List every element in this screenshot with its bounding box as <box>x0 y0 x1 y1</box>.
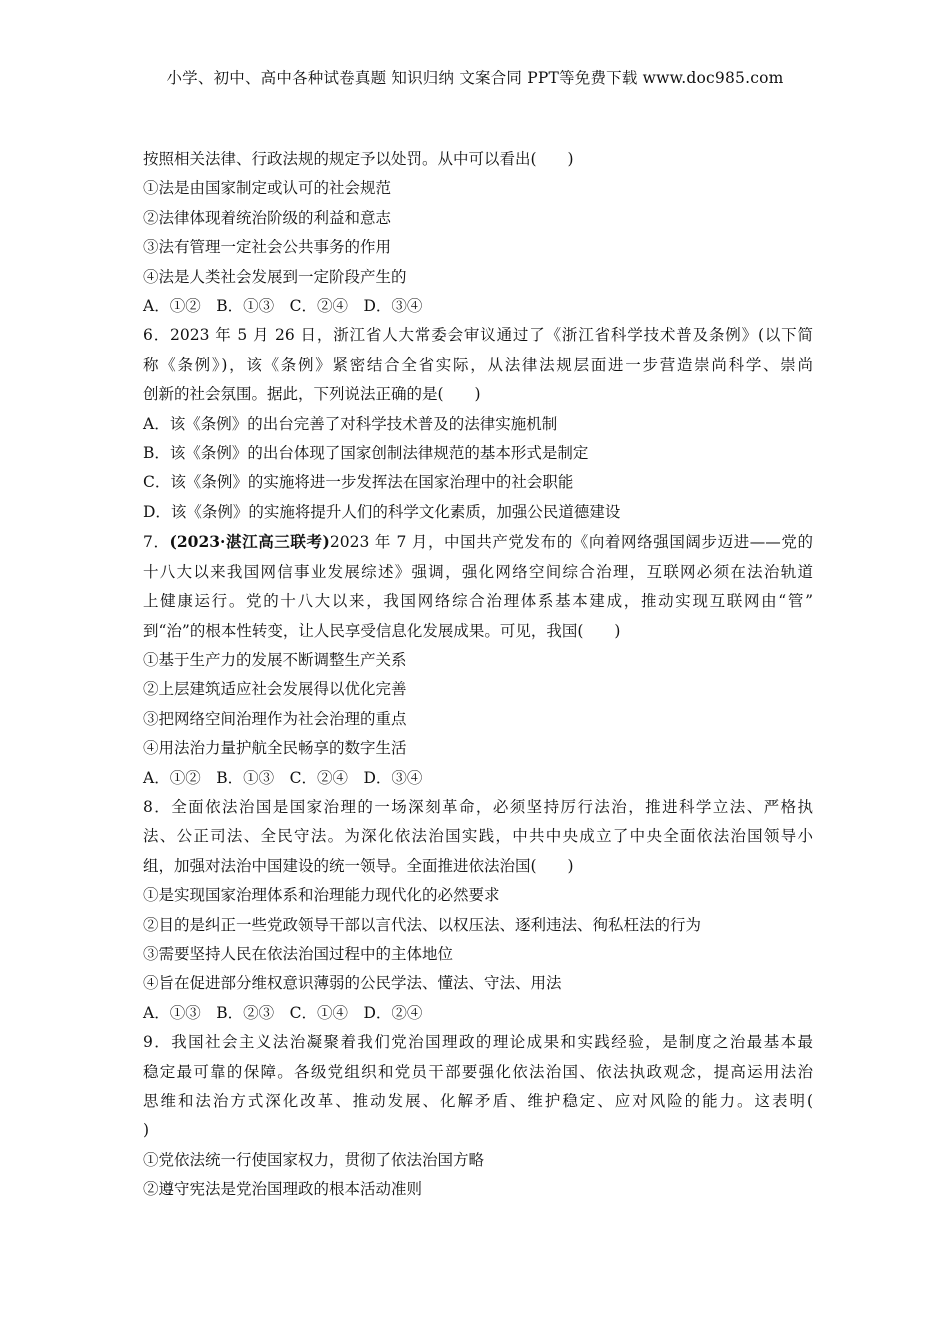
question-9 <box>143 1028 813 1204</box>
question-8-stem-line: 法、公正司法、全民守法。为深化依法治国实践，中共中央成立了中央全面依法治国领导小 <box>143 827 813 846</box>
document-body <box>143 145 813 1205</box>
question-8-option-4: ④旨在促进部分维权意识薄弱的公民学法、懂法、守法、用法 <box>143 974 562 993</box>
question-5-option-3: ③法有管理一定社会公共事务的作用 <box>143 238 392 257</box>
question-7-stem-line <box>143 527 813 557</box>
question-5-option-2: ②法律体现着统治阶级的利益和意志 <box>143 208 392 227</box>
question-5 <box>143 145 813 321</box>
question-7-stem-line: 到“治”的根本性转变，让人民享受信息化发展成果。可见，我国( ) <box>143 621 621 640</box>
question-7-option-1: ①基于生产力的发展不断调整生产关系 <box>143 650 407 669</box>
question-7-option-4: ④用法治力量护航全民畅享的数字生活 <box>143 739 407 758</box>
question-6-option-a: A．该《条例》的出台完善了对科学技术普及的法律实施机制 <box>143 414 558 433</box>
question-7-stem-first: 2023 年 7 月，中国共产党发布的《向着网络强国阔步迈进——党的 <box>329 533 813 552</box>
question-5-option-1: ①法是由国家制定或认可的社会规范 <box>143 179 392 198</box>
question-9-option-2: ②遵守宪法是党治国理政的根本活动准则 <box>143 1180 423 1199</box>
question-7-option-3: ③把网络空间治理作为社会治理的重点 <box>143 709 407 728</box>
question-5-option-4: ④法是人类社会发展到一定阶段产生的 <box>143 267 407 286</box>
question-6-stem-line: 称《条例》)，该《条例》紧密结合全省实际，从法律法规层面进一步营造崇尚科学、崇尚 <box>143 355 813 374</box>
question-6-option-c: C．该《条例》的实施将进一步发挥法在国家治理中的社会职能 <box>143 473 574 492</box>
question-7-option-2: ②上层建筑适应社会发展得以优化完善 <box>143 680 407 699</box>
question-5-stem-tail: 按照相关法律、行政法规的规定予以处罚。从中可以看出( ) <box>143 150 574 168</box>
question-7-source: (2023·湛江高三联考) <box>169 532 330 552</box>
question-6-option-d: D．该《条例》的实施将提升人们的科学文化素质，加强公民道德建设 <box>143 502 621 521</box>
question-7-number: 7． <box>143 533 170 552</box>
question-9-stem-line: 思维和法治方式深化改革、推动发展、化解矛盾、维护稳定、应对风险的能力。这表明( <box>143 1092 813 1110</box>
page-header: 小学、初中、高中各种试卷真题 知识归纳 文案合同 PPT等免费下载 www.doc985.com <box>166 69 784 87</box>
question-6-stem-line: 创新的社会氛围。据此，下列说法正确的是( ) <box>143 385 481 404</box>
question-8-option-2: ②目的是纠正一些党政领导干部以言代法、以权压法、逐利违法、徇私枉法的行为 <box>143 915 702 934</box>
question-8-stem-line: 8．全面依法治国是国家治理的一场深刻革命，必须坚持厉行法治，推进科学立法、严格执 <box>143 797 813 816</box>
question-8-option-3: ③需要坚持人民在依法治国过程中的主体地位 <box>143 944 454 963</box>
question-9-stem-line: ) <box>143 1121 150 1140</box>
question-5-answer-choices: A．①② B．①③ C．②④ D．③④ <box>143 297 423 316</box>
question-8-option-1: ①是实现国家治理体系和治理能力现代化的必然要求 <box>143 886 500 905</box>
question-9-stem-line: 稳定最可靠的保障。各级党组织和党员干部要强化依法治国、依法执政观念，提高运用法治 <box>143 1062 813 1081</box>
question-6 <box>143 321 813 527</box>
question-8 <box>143 793 813 1028</box>
question-6-stem-line: 6．2023 年 5 月 26 日，浙江省人大常委会审议通过了《浙江省科学技术普及条例》(以下简 <box>143 326 813 345</box>
question-7-stem-line: 上健康运行。党的十八大以来，我国网络综合治理体系基本建成，推动实现互联网由“管” <box>143 592 813 611</box>
question-6-option-b: B．该《条例》的出台体现了国家创制法律规范的基本形式是制定 <box>143 444 589 463</box>
question-9-stem-line: 9．我国社会主义法治凝聚着我们党治国理政的理论成果和实践经验，是制度之治最基本最 <box>143 1033 813 1052</box>
question-7-stem-line: 十八大以来我国网信事业发展综述》强调，强化网络空间综合治理，互联网必须在法治轨道 <box>143 562 813 581</box>
question-9-option-1: ①党依法统一行使国家权力，贯彻了依法治国方略 <box>143 1150 485 1169</box>
question-8-answer-choices: A．①③ B．②③ C．①④ D．②④ <box>143 1003 423 1022</box>
question-7 <box>143 527 813 793</box>
question-8-stem-line: 组，加强对法治中国建设的统一领导。全面推进依法治国( ) <box>143 856 574 875</box>
question-7-answer-choices: A．①② B．①③ C．②④ D．③④ <box>143 768 423 787</box>
